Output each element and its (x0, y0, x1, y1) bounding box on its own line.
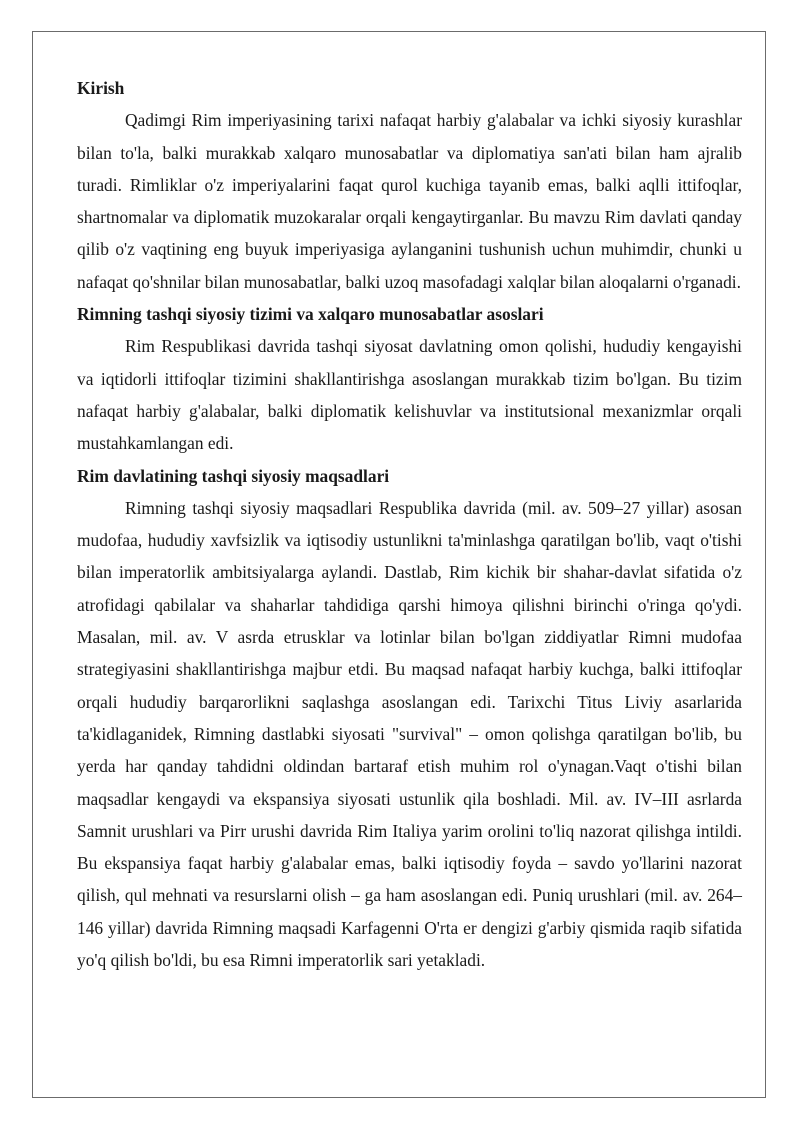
section-heading-foreign-policy-system: Rimning tashqi siyosiy tizimi va xalqaro munosabatlar asoslari (77, 304, 544, 325)
section-paragraph-foreign-policy-system: Rim Respublikasi davrida tashqi siyosat davlatning omon qolishi, hududiy kengayishi va iqtidorli ittifoqlar tizimini shakllantirishga asoslangan murakkab tizim bo'lgan. Bu tizim nafaqat harbiy g'alabalar, balki diplomatik kelishuvlar va institutsional mexanizmlar orqali mustahkamlangan edi. (77, 336, 742, 454)
section-heading-foreign-policy-goals: Rim davlatining tashqi siyosiy maqsadlari (77, 465, 390, 486)
document-body (77, 72, 742, 976)
intro-paragraph: Qadimgi Rim imperiyasining tarixi nafaqat harbiy g'alabalar va ichki siyosiy kurashlar bilan to'la, balki murakkab xalqaro munosabatlar va diplomatiya san'ati bilan ham ajralib turadi. Rimliklar o'z imperiyalarini faqat qurol kuchiga tayanib emas, balki aqlli ittifoqlar, shartnomalar va diplomatik muzokaralar orqali kengaytirganlar. Bu mavzu Rim davlati qanday qilib o'z vaqtining eng buyuk imperiyasiga aylanganini tushunish uchun muhimdir, chunki u nafaqat qo'shnilar bilan munosabatlar, balki uzoq masofadagi xalqlar bilan aloqalarni o'rganadi. (77, 110, 742, 292)
section-paragraph-foreign-policy-goals: Rimning tashqi siyosiy maqsadlari Respublika davrida (mil. av. 509–27 yillar) asosan mudofaa, hududiy xavfsizlik va iqtisodiy ustunlikni ta'minlashga qaratilgan bo'lib, vaqt o'tishi bilan imperatorlik ambitsiyalarga aylandi. Dastlab, Rim kichik bir shahar-davlat sifatida o'z atrofidagi qabilalar va shaharlar tahdidiga qarshi himoya qilishni birinchi o'ringa qo'ydi. Masalan, mil. av. V asrda etrusklar va lotinlar bilan bo'lgan ziddiyatlar Rimni mudofaa strategiyasini shakllantirishga majbur etdi. Bu maqsad nafaqat harbiy kuchga, balki ittifoqlar orqali hududiy barqarorlikni saqlashga asoslangan edi. Tarixchi Titus Liviy asarlarida ta'kidlaganidek, Rimning dastlabki siyosati "survival" – omon qolishga qaratilgan bo'lib, bu yerda har qanday tahdidni oldindan bartaraf etish muhim rol o'ynagan.Vaqt o'tishi bilan maqsadlar kengaydi va ekspansiya siyosati ustunlik qila boshladi. Mil. av. IV–III asrlarda Samnit urushlari va Pirr urushi davrida Rim Italiya yarim orolini to'liq nazorat qilishga intildi. Bu ekspansiya faqat harbiy g'alabalar emas, balki iqtisodiy foyda – savdo yo'llarini nazorat qilish, qul mehnati va resurslarni olish – ga ham asoslangan edi. Puniq urushlari (mil. av. 264–146 yillar) davrida Rimning maqsadi Karfagenni O'rta er dengizi g'arbiy qismida raqib sifatida yo'q qilish bo'ldi, bu esa Rimni imperatorlik sari yetakladi. (77, 497, 742, 971)
intro-heading: Kirish (77, 78, 125, 98)
